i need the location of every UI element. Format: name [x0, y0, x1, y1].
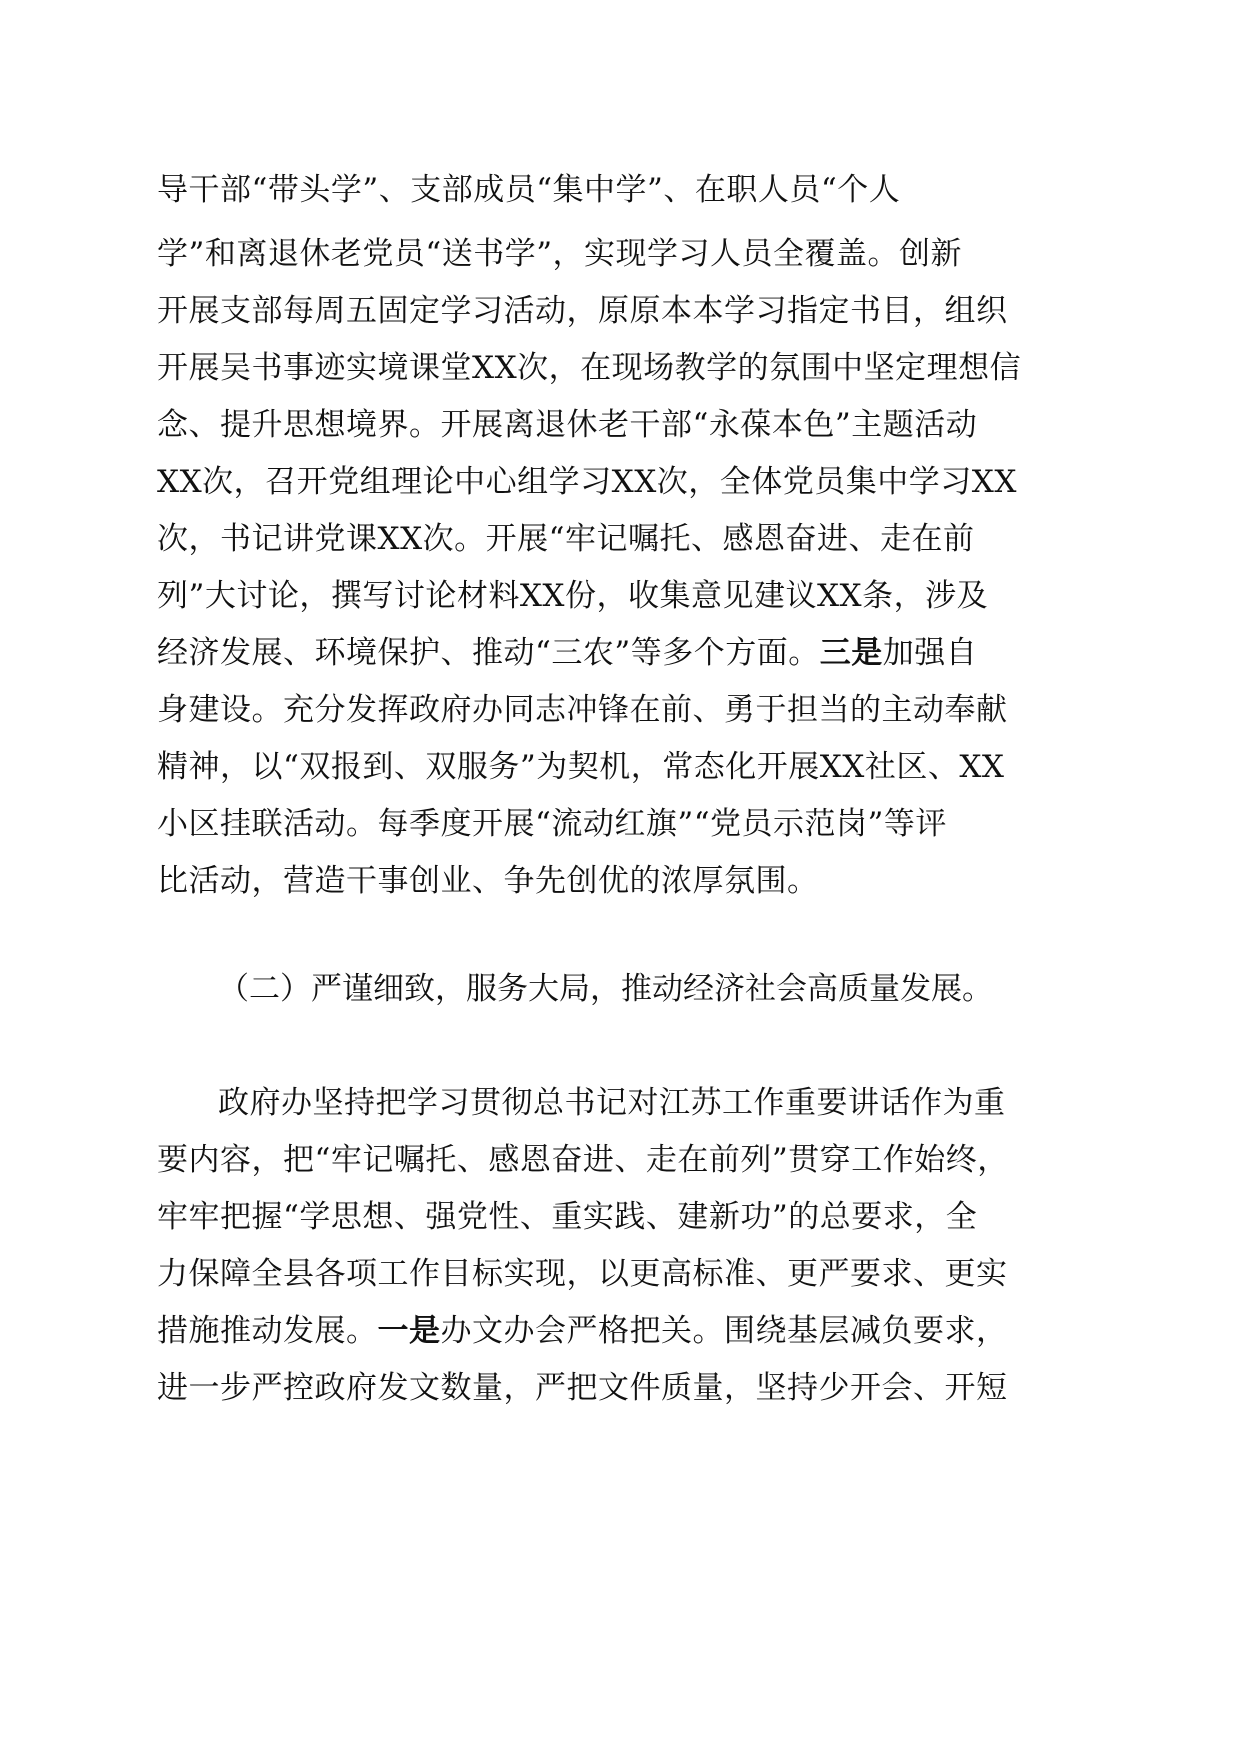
- paragraph-line: 身建设。充分发挥政府办同志冲锋在前、勇于担当的主动奉献: [157, 692, 1008, 728]
- paragraph-line: 力保障全县各项工作目标实现，以更高标准、更严要求、更实: [157, 1256, 1008, 1292]
- paragraph-line: 精神，以“双报到、双服务”为契机，常态化开展XX社区、XX: [157, 749, 1005, 785]
- paragraph-line: 要内容，把“牢记嘱托、感恩奋进、走在前列”贯穿工作始终，: [157, 1142, 1009, 1178]
- emphasis-label: 一是: [377, 1313, 441, 1349]
- paragraph-line: 牢牢把握“学思想、强党性、重实践、建新功”的总要求，全: [157, 1199, 978, 1235]
- paragraph-line: XX次，召开党组理论中心组学习XX次，全体党员集中学习XX: [157, 464, 1017, 500]
- paragraph-line: [157, 633, 977, 673]
- paragraph-line: 列”大讨论，撰写讨论材料XX份，收集意见建议XX条，涉及: [157, 578, 989, 614]
- paragraph-line: 小区挂联活动。每季度开展“流动红旗”“党员示范岗”等评: [157, 806, 947, 842]
- paragraph-line: 政府办坚持把学习贯彻总书记对江苏工作重要讲话作为重: [218, 1085, 1006, 1121]
- paragraph-line: 比活动，营造干事创业、争先创优的浓厚氛围。: [157, 863, 819, 899]
- line-text: 办文办会严格把关。围绕基层减负要求，: [440, 1313, 1008, 1349]
- line-text: 经济发展、环境保护、推动“三农”等多个方面。: [157, 635, 820, 671]
- paragraph-line: 念、提升思想境界。开展离退休老干部“永葆本色”主题活动: [157, 407, 978, 443]
- emphasis-label: 三是: [819, 635, 883, 671]
- paragraph-line: 学”和离退休老党员“送书学”，实现学习人员全覆盖。创新: [157, 236, 963, 272]
- section-heading: （二）严谨细致，服务大局，推动经济社会高质量发展。: [218, 971, 993, 1007]
- paragraph-line: 进一步严控政府发文数量，严把文件质量，坚持少开会、开短: [157, 1370, 1008, 1406]
- line-text: 措施推动发展。: [157, 1313, 378, 1349]
- paragraph-line: [157, 1311, 1008, 1351]
- paragraph-line: 导干部“带头学”、支部成员“集中学”、在职人员“个人: [157, 172, 901, 208]
- paragraph-line: 次，书记讲党课XX次。开展“牢记嘱托、感恩奋进、走在前: [157, 521, 975, 557]
- paragraph-line: 开展吴书事迹实境课堂XX次，在现场教学的氛围中坚定理想信: [157, 350, 1022, 386]
- line-text: 加强自: [882, 635, 978, 671]
- paragraph-line: 开展支部每周五固定学习活动，原原本本学习指定书目，组织: [157, 293, 1008, 329]
